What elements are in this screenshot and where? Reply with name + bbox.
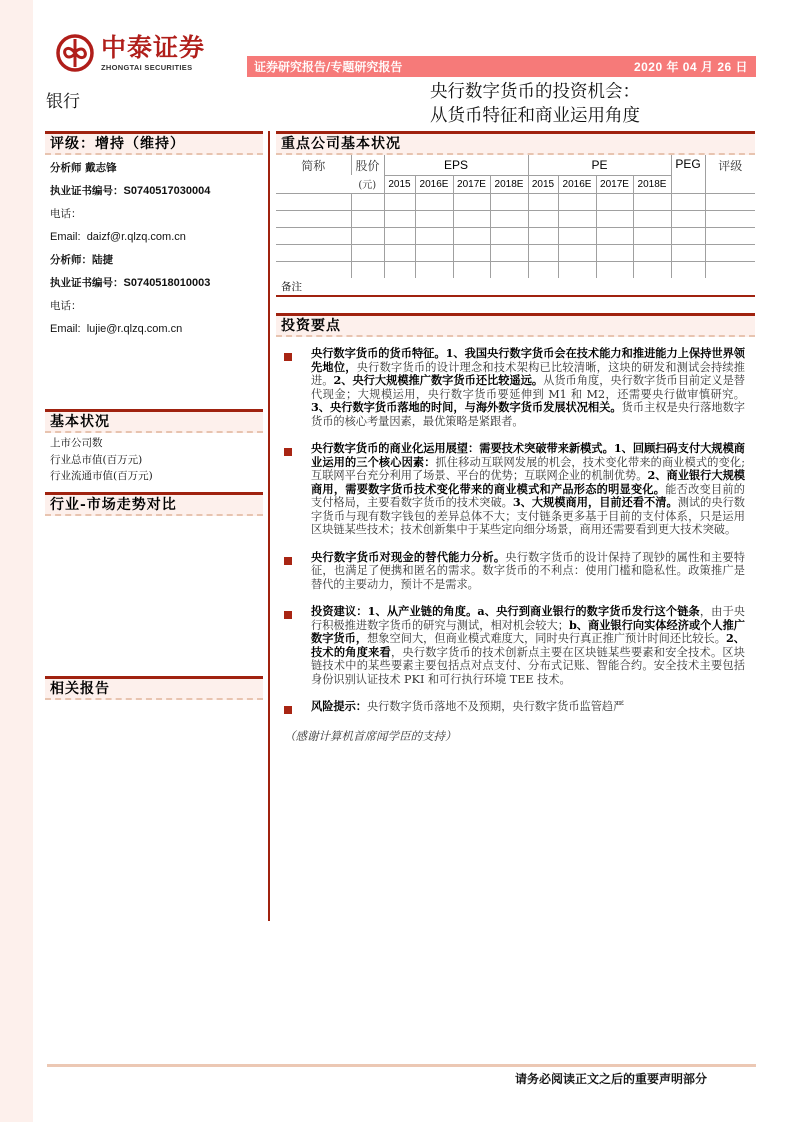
basic-item: 行业总市值(百万元) xyxy=(50,453,143,466)
point-body: 从货币角度，央行数字货币目前定义是替代现金；大规模运用，央行数字货币要延伸到 M1 和 M2，还需要央行做审慎研究。 xyxy=(311,374,745,401)
col-header-eps-year: 2015 xyxy=(384,175,415,193)
table-row xyxy=(276,193,755,210)
col-header-pe: PE xyxy=(528,155,671,175)
investment-point-text xyxy=(311,605,745,686)
investment-highlights-heading: 投资要点 xyxy=(276,313,755,337)
zhongtai-logo-icon xyxy=(55,33,95,73)
point-emphasis: 央行数字货币对现金的替代能力分析。 xyxy=(311,549,506,564)
phone-label: 电话： xyxy=(50,208,82,220)
col-header-eps-year: 2017E xyxy=(453,175,490,193)
investment-point xyxy=(276,700,755,714)
point-body: 能否改变目前的支付格局，主要看数字货币的技术突破。 xyxy=(311,482,745,509)
point-body: 央行数字货币的设计理念和技术架构已比较清晰，这块的研发和测试会持续推进。 xyxy=(311,360,745,387)
point-emphasis: 投资建议：1、从产业链的角度。a、央行到商业银行的数字货币发行这个链条 xyxy=(311,604,700,618)
col-header-pe-year: 2018E xyxy=(633,175,671,193)
brand-name-cn: 中泰证券 xyxy=(101,32,206,62)
point-body: 抓住移动互联网发展的机会，技术变化带来的商业模式的变化;互联网平台充分利用了场景、平台的优势；互联网企业的机制优势。 xyxy=(311,455,745,482)
report-date: 2020 年 04 月 26 日 xyxy=(633,60,748,74)
point-emphasis: 央行数字货币的商业化运用展望：需要技术突破带来新模式。1、回顾扫码支付大规模商业运用的三个核心因素： xyxy=(311,441,745,469)
left-margin-strip xyxy=(0,0,33,1122)
investment-point-text xyxy=(311,700,745,714)
table-row xyxy=(276,244,755,261)
col-header-pe-year: 2017E xyxy=(596,175,633,193)
point-body: 央行数字货币落地不及预期，央行数字货币监管趋严 xyxy=(366,700,625,713)
cert-number: S0740517030004 xyxy=(123,185,211,197)
footer-disclaimer: 请务必阅读正文之后的重要声明部分 xyxy=(515,1072,708,1086)
point-body: 货币主权是央行落地数字货币的核心考量因素，最优策略是紧跟者。 xyxy=(311,401,745,428)
table-row xyxy=(276,227,755,244)
email-label: Email: xyxy=(50,323,81,335)
square-bullet-icon xyxy=(284,448,292,456)
basic-item: 行业流通市值(百万元) xyxy=(50,470,153,482)
col-header-pe-year: 2015 xyxy=(528,175,558,193)
column-divider xyxy=(268,131,270,921)
title-line-1: 央行数字货币的投资机会： xyxy=(430,82,640,102)
table-row xyxy=(276,210,755,227)
market-compare-heading: 行业-市场走势对比 xyxy=(45,492,263,516)
cert-number: S0740518010003 xyxy=(123,277,211,289)
point-emphasis: 3、央行数字货币落地的时间，与海外数字货币发展状况相关。 xyxy=(311,400,622,414)
point-emphasis: b、商业银行向实体经济或个人推广数字货币， xyxy=(311,617,745,645)
related-reports-heading: 相关报告 xyxy=(45,676,263,700)
square-bullet-icon xyxy=(284,611,292,619)
point-emphasis: 3、大规模商用，目前还看不清。 xyxy=(512,495,678,509)
rating-heading: 评级：增持（维持） xyxy=(45,131,263,155)
title-line-2: 从货币特征和商业运用角度 xyxy=(430,106,640,126)
basic-status-list xyxy=(45,435,263,485)
basic-status-heading: 基本状况 xyxy=(45,409,263,433)
phone-label: 电话： xyxy=(50,300,82,312)
square-bullet-icon xyxy=(284,353,292,361)
point-emphasis: 2、商业银行大规模商用，需要数字货币技术变化带来的商业模式和产品形态的明显变化。 xyxy=(311,468,745,496)
point-emphasis: 2、技术的角度来看 xyxy=(311,631,745,659)
report-title xyxy=(430,80,640,128)
col-header-price-unit: (元) xyxy=(358,180,377,192)
col-header-pe-year: 2016E xyxy=(558,175,596,193)
email-label: Email: xyxy=(50,231,81,243)
main-content xyxy=(276,131,755,744)
cert-label: 执业证书编号： xyxy=(50,185,124,197)
investment-point-text xyxy=(311,551,745,592)
analyst-name: 分析师：陆捷 xyxy=(50,254,113,266)
point-emphasis: 央行数字货币的货币特征。1、我国央行数字货币会在技术能力和推进能力上保持世界领先地位， xyxy=(311,346,745,374)
key-companies-table xyxy=(276,155,755,278)
acknowledgement: （感谢计算机首席闻学臣的支持） xyxy=(284,729,457,743)
brand-logo xyxy=(55,33,205,73)
footer-divider xyxy=(47,1064,756,1067)
square-bullet-icon xyxy=(284,706,292,714)
col-header-eps: EPS xyxy=(384,155,528,175)
key-companies-heading: 重点公司基本状况 xyxy=(276,131,755,155)
industry-label: 银行 xyxy=(46,92,80,112)
point-emphasis: 2、央行大规模推广数字货币还比较遥远。 xyxy=(333,373,544,387)
report-banner xyxy=(247,56,756,77)
col-header-eps-year: 2018E xyxy=(490,175,528,193)
point-body: 想象空间大，但商业模式难度大，同时央行真正推广预计时间还比较长。 xyxy=(367,632,726,645)
col-header-price: 股价 xyxy=(351,155,384,175)
investment-point xyxy=(276,442,755,537)
brand-name-en: ZHONGTAI SECURITIES xyxy=(101,62,193,72)
investment-points-list xyxy=(276,347,755,714)
col-header-peg: PEG xyxy=(671,155,705,193)
point-body: 测试的央行数字货币与现有数字钱包的差异总体不大；支付链条更多基于目前的支付体系，只是运用区块链某些技术；技术创新集中于某些定向细分场景，商用还需要看到更大技术突破。 xyxy=(311,496,745,536)
basic-item: 上市公司数 xyxy=(50,437,103,449)
analyst-block-1 xyxy=(45,157,263,249)
analyst-name: 分析师 戴志锋 xyxy=(50,162,117,174)
investment-point xyxy=(276,605,755,686)
col-header-name: 简称 xyxy=(301,159,326,173)
point-body: 央行数字货币的设计保持了现钞的属性和主要特征，也满足了便携和匿名的需求。数字货币的不利点：使用门槛和隐私性。政策推广是替代的主要动力，预计不是需求。 xyxy=(311,550,745,591)
col-header-eps-year: 2016E xyxy=(415,175,453,193)
investment-point xyxy=(276,551,755,592)
table-row xyxy=(276,261,755,278)
point-emphasis: 风险提示： xyxy=(311,699,367,713)
email-link[interactable]: daizf@r.qlzq.com.cn xyxy=(86,231,186,243)
cert-label: 执业证书编号： xyxy=(50,277,124,289)
investment-point-text xyxy=(311,347,745,428)
investment-point xyxy=(276,347,755,428)
investment-point-text xyxy=(311,442,745,537)
email-link[interactable]: lujie@r.qlzq.com.cn xyxy=(86,323,183,335)
table-note: 备注 xyxy=(276,278,755,297)
left-sidebar xyxy=(45,131,263,700)
report-type: 证券研究报告/专题研究报告 xyxy=(254,60,403,74)
point-body: ，由于央行积极推进数字货币的研究与测试，相对机会较大； xyxy=(311,605,745,632)
col-header-rating: 评级 xyxy=(705,155,755,193)
analyst-block-2 xyxy=(45,249,263,341)
point-body: ，央行数字货币的技术创新点主要在区块链某些要素和安全技术。区块链技术中的某些要素主要包括点对点支付、分布式记账、智能合约。安全技术主要包括身份识别认证技术 PKI 和可行执行环境 TEE 技术。 xyxy=(311,645,745,686)
square-bullet-icon xyxy=(284,557,292,565)
